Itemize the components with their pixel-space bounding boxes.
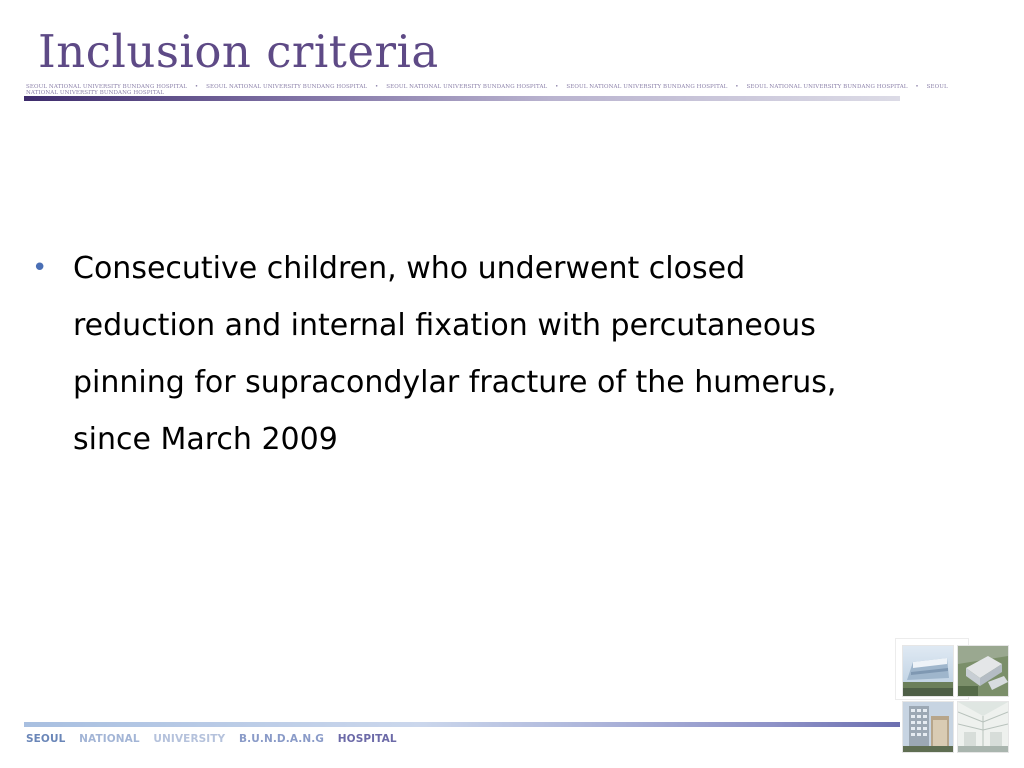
tagline-separator: • (194, 84, 199, 90)
tagline-segment: SEOUL NATIONAL UNIVERSITY BUNDANG HOSPITAL (206, 84, 368, 90)
tagline-separator: • (375, 84, 379, 90)
hospital-tagline-strip (26, 84, 970, 96)
bullet-text: Consecutive children, who underwent closed reduction and internal fixation with percutaneous pinning for supracondylar fracture of the humerus, since March 2009 (73, 251, 837, 457)
footer-word-national: NATIONAL (79, 733, 140, 745)
tagline-segment: SEOUL NATIONAL UNIVERSITY BUNDANG HOSPITAL (746, 84, 908, 90)
campus-aerial-photo-icon (958, 646, 1008, 696)
slide-content (30, 240, 890, 468)
building-facade-photo-icon (903, 702, 953, 752)
tagline-separator: • (555, 84, 559, 90)
footer-word-hospital: HOSPITAL (337, 733, 397, 745)
tagline-separator: • (735, 84, 739, 90)
footer-word-seoul: SEOUL (26, 733, 66, 745)
footer-hospital-name (26, 733, 407, 745)
slide-title: Inclusion criteria (38, 25, 439, 78)
footer-word-university: UNIVERSITY (153, 733, 226, 745)
atrium-interior-photo-icon (958, 702, 1008, 752)
footer-word-bundang: B.U.N.D.A.N.G (239, 733, 325, 745)
tagline-segment: SEOUL NATIONAL UNIVERSITY BUNDANG HOSPITAL (386, 84, 548, 90)
tagline-segment: SEOUL NATIONAL UNIVERSITY BUNDANG HOSPITAL (26, 84, 948, 96)
bullet-item (30, 240, 890, 468)
bullet-dot-icon: • (32, 253, 48, 283)
title-divider (24, 96, 900, 101)
tagline-segment: SEOUL NATIONAL UNIVERSITY BUNDANG HOSPITAL (26, 84, 188, 90)
hospital-building-photo-icon (903, 646, 953, 696)
tagline-segment: SEOUL NATIONAL UNIVERSITY BUNDANG HOSPITAL (566, 84, 728, 90)
footer-divider (24, 722, 900, 727)
tagline-separator: • (915, 84, 919, 90)
